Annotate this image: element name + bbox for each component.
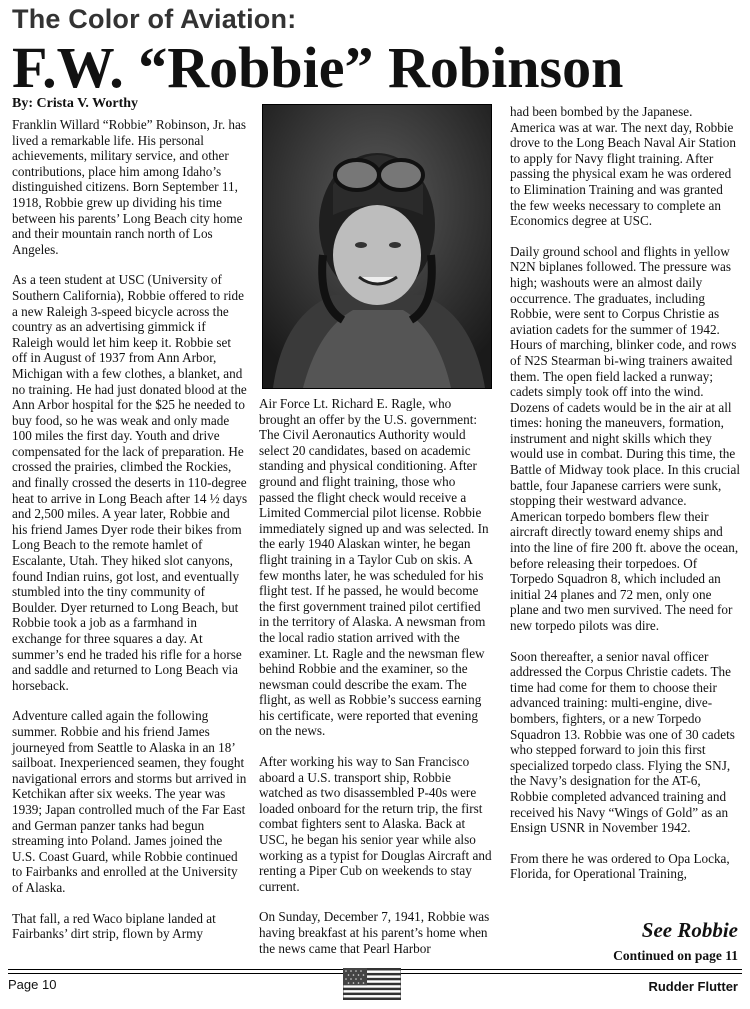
paragraph: As a teen student at USC (University of Southern California), Robbie offered to ride a new Raleigh 3-speed bicycle across the country as an advertising gimmick if Raleigh would let him keep it. Robbie set off in August of 1937 from Ann Arbor, Michigan with a few clothes, a blanket, and no training. He had just donated blood at the Ann Arbor hospital for the $25 he needed to buy food, so he was weak and only made 100 miles the first day. Youth and drive compensated for the lack of preparation. He crossed the prairies, climbed the Rockies, and finally crossed the deserts in 110-degree heat to arrive in Long Beach after 14 ½ days and 2,500 miles. A year later, Robbie and his friend James Dyer rode their bikes from Long Beach to the remote hamlet of Escalante, Utah. They hiked slot canyons, found Indian ruins, got lost, and eventually stumbled into the tiny community of Boulder. Dyer returned to Long Beach, but Robbie took a job as a farmhand in exchange for three squares a day. At summer’s end he traded his rifle for a horse and saddle and returned to Long Beach via horseback. — [12, 272, 248, 693]
publication-name: Rudder Flutter — [648, 979, 738, 994]
see-robbie-link[interactable]: See Robbie — [641, 918, 738, 942]
paragraph: Daily ground school and flights in yellow N2N biplanes followed. The pressure was high; washouts were an almost daily occurrence. The graduates, including Robbie, were sent to Corpus Christie as aviation cadets for the summer of 1942. Hours of marching, blinker code, and rows of N2S Stearman bi-wing trainers awaited them. The open field lacked a runway; cadets simply took off into the wind. Dozens of cadets would be in the air at all times: honing the maneuvers, formation, instrument and night skills which they would use in combat. During this time, the Battle of Midway took place. In this crucial battle, four Japanese carriers were sunk, stopping their westward advance. American torpedo bombers flew their aircraft directly toward enemy ships and into the line of fire 200 ft. above the ocean, before releasing their torpedoes. Of Torpedo Squadron 8, which included an initial 24 planes and 72 men, only one plane and two men survived. The need for new torpedo pilots was dire. — [510, 243, 740, 633]
paragraph: On Sunday, December 7, 1941, Robbie was having breakfast at his parent’s home when the news came that Pearl Harbor — [259, 909, 490, 956]
paragraph: Soon thereafter, a senior naval officer addressed the Corpus Christie cadets. The time had come for them to choose their advanced training: multi-engine, dive-bombers, fighters, or a new Torpedo Squadron 13. Robbie was one of 30 cadets who stepped forward to join this first specialized torpedo class. Flying the SNJ, the Navy’s designation for the AT-6, Robbie completed advanced training and received his Navy “Wings of Gold” as an Ensign USNR in November 1942. — [510, 648, 735, 836]
paragraph: Franklin Willard “Robbie” Robinson, Jr. has lived a remarkable life. His personal achievements, military service, and other contributions, place him among Idaho’s distinguished citizens. Born September 11, 1918, Robbie grew up dividing his time between his parents’ Long Beach city home and their mountain ranch north of Los Angeles. — [12, 117, 247, 257]
us-flag-icon — [343, 968, 401, 1000]
column-2 — [259, 396, 493, 971]
page-number: Page 10 — [8, 977, 57, 992]
pilot-portrait-photo — [262, 104, 492, 389]
continued-on-page: Continued on page 11 — [613, 948, 738, 963]
section-kicker: The Color of Aviation: — [12, 4, 297, 34]
paragraph: After working his way to San Francisco aboard a U.S. transport ship, Robbie watched as two disassembled P-40s were loaded onboard for the return trip, the first combat fighters sent to Alaska. Back at USC, he began his senior year while also working as a typist for Douglas Aircraft and renting a Piper Cub on weekends to stay current. — [259, 754, 492, 894]
portrait-illustration — [263, 105, 491, 388]
column-1 — [12, 117, 248, 957]
paragraph: Air Force Lt. Richard E. Ragle, who brought an offer by the U.S. government: The Civil Aeronautics Authority would select 20 candidates, based on academic standing and physical conditioning. After ground and flight training, those who passed the flight check would receive a Limited Commercial pilot license. Robbie immediately signed up and was selected. In the early 1940 Alaskan winter, he began flight training in a Taylor Cub on skis. A few months later, he was scheduled for his flight test. If he passed, he would become the first government trained pilot certified in the territory of Alaska. A newsman from the local radio station arrived with the examiner. Lt. Ragle and the newsman flew behind Robbie and the examiner, so the newsman could describe the exam. The flight, as well as Robbie’s success earning his certificate, were reported that evening on the news. — [259, 396, 489, 739]
paragraph: From there he was ordered to Opa Locka, Florida, for Operational Training, — [510, 850, 730, 882]
byline: By: Crista V. Worthy — [12, 96, 139, 111]
paragraph: Adventure called again the following summer. Robbie and his friend James journeyed from Seattle to Alaska in an 18’ sailboat. Inexperienced seamen, they fought navigational errors and storms but arrived in Ketchikan after six weeks. The year was 1939; Japan controlled much of the Far East and German panzer tanks had begun streaming into Poland. James joined the U.S. Coast Guard, while Robbie continued to Fairbanks and enrolled at the University of Alaska. — [12, 708, 247, 895]
paragraph: had been bombed by the Japanese. America was at war. The next day, Robbie drove to the Long Beach Naval Air Station to apply for Navy flight training. After passing the physical exam he was ordered to Elimination Training and was granted the few weeks necessary to complete an Economics degree at USC. — [510, 104, 736, 229]
paragraph: That fall, a red Waco biplane landed at Fairbanks’ dirt strip, flown by Army — [12, 910, 216, 942]
article-headline: F.W. “Robbie” Robinson — [12, 35, 624, 100]
column-3 — [510, 104, 740, 897]
